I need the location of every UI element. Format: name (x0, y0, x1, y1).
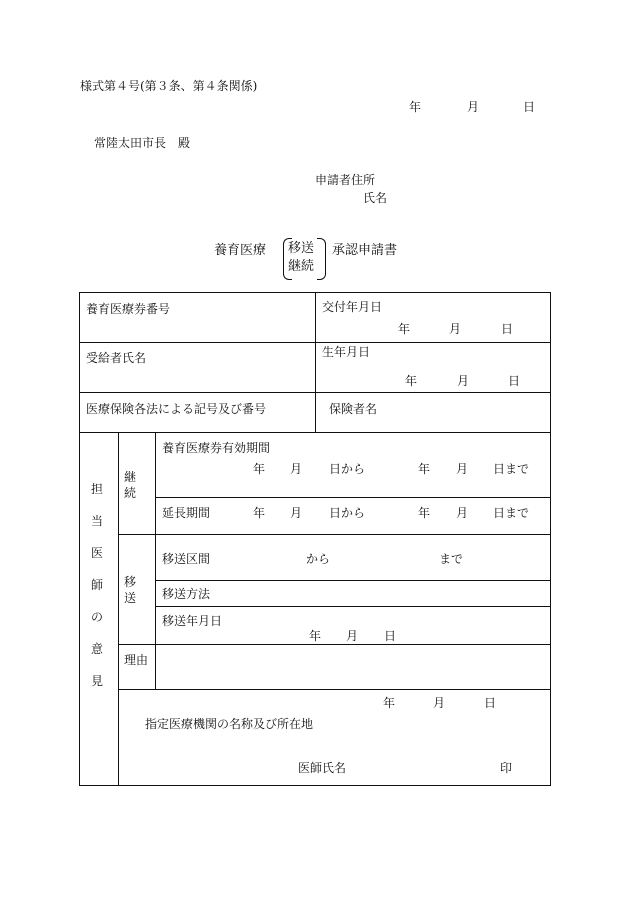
extension-from-month: 月 (290, 506, 303, 520)
transfer-date-year: 年 (309, 629, 322, 643)
transfer-char: 送 (124, 591, 137, 605)
extension-from-suffix: 日から (329, 506, 366, 520)
doctor-opinion-char: 医 (91, 546, 104, 560)
addressee: 常陸太田市長 殿 (94, 136, 191, 150)
transfer-from-text: から (306, 552, 331, 566)
extension-until-year: 年 (418, 506, 431, 520)
applicant-name-label: 氏名 (363, 191, 388, 205)
doctor-opinion-char: 担 (91, 482, 104, 496)
birth-date-year: 年 (405, 374, 418, 388)
validity-from-year: 年 (253, 462, 266, 476)
transfer-label (124, 576, 136, 604)
transfer-until-text: まで (439, 552, 464, 566)
header-date-month: 月 (467, 100, 480, 114)
form-number: 様式第４号(第３条、第４条関係) (80, 79, 258, 93)
transfer-char: 移 (124, 575, 137, 589)
opinion-date-day: 日 (484, 696, 497, 710)
ticket-number-label: 養育医療券番号 (86, 302, 171, 316)
applicant-address-label: 申請者住所 (315, 173, 376, 187)
opinion-date-year: 年 (383, 696, 396, 710)
birth-date-month: 月 (457, 374, 470, 388)
doctor-opinion-char: 師 (91, 578, 104, 592)
validity-until-suffix: 日まで (493, 462, 530, 476)
validity-from-month: 月 (290, 462, 303, 476)
doctor-opinion-char: の (91, 610, 104, 624)
transfer-date-label: 移送年月日 (162, 614, 223, 628)
header-date-year: 年 (409, 100, 422, 114)
extension-label: 延長期間 (162, 506, 211, 520)
seal-label: 印 (500, 761, 513, 775)
validity-until-month: 月 (456, 462, 469, 476)
insurer-name-label: 保険者名 (329, 402, 378, 416)
doctor-opinion-label (91, 483, 103, 687)
title-option-transfer: 移送 (288, 241, 315, 256)
issue-date-year: 年 (398, 322, 411, 336)
extension-from-year: 年 (253, 506, 266, 520)
extension-until-suffix: 日まで (493, 506, 530, 520)
birth-date-day: 日 (508, 374, 521, 388)
transfer-date-day: 日 (384, 629, 397, 643)
continue-char: 継 (124, 470, 137, 484)
validity-until-year: 年 (418, 462, 431, 476)
validity-from-suffix: 日から (329, 462, 366, 476)
birth-date-label: 生年月日 (322, 345, 371, 359)
doctor-opinion-char: 当 (91, 514, 104, 528)
issue-date-label: 交付年月日 (322, 300, 383, 314)
issue-date-day: 日 (501, 322, 514, 336)
validity-label: 養育医療券有効期間 (162, 441, 271, 455)
transfer-section-label: 移送区間 (162, 552, 211, 566)
title-prefix: 養育医療 (214, 243, 267, 258)
header-date-day: 日 (523, 100, 536, 114)
title-suffix: 承認申請書 (332, 243, 398, 258)
issue-date-month: 月 (449, 322, 462, 336)
recipient-name-label: 受給者氏名 (86, 351, 147, 365)
doctor-opinion-char: 意 (91, 642, 104, 656)
opinion-date-month: 月 (433, 696, 446, 710)
continue-label (124, 471, 136, 499)
reason-label: 理由 (124, 653, 149, 667)
extension-until-month: 月 (456, 506, 469, 520)
doctor-opinion-char: 見 (91, 674, 104, 688)
title-option-continue: 継続 (288, 259, 315, 274)
doctor-name-label: 医師氏名 (298, 761, 347, 775)
transfer-date-month: 月 (346, 629, 359, 643)
institution-label: 指定医療機関の名称及び所在地 (145, 717, 314, 731)
insurance-number-label: 医療保険各法による記号及び番号 (86, 402, 267, 416)
continue-char: 続 (124, 486, 137, 500)
transfer-method-label: 移送方法 (162, 587, 211, 601)
